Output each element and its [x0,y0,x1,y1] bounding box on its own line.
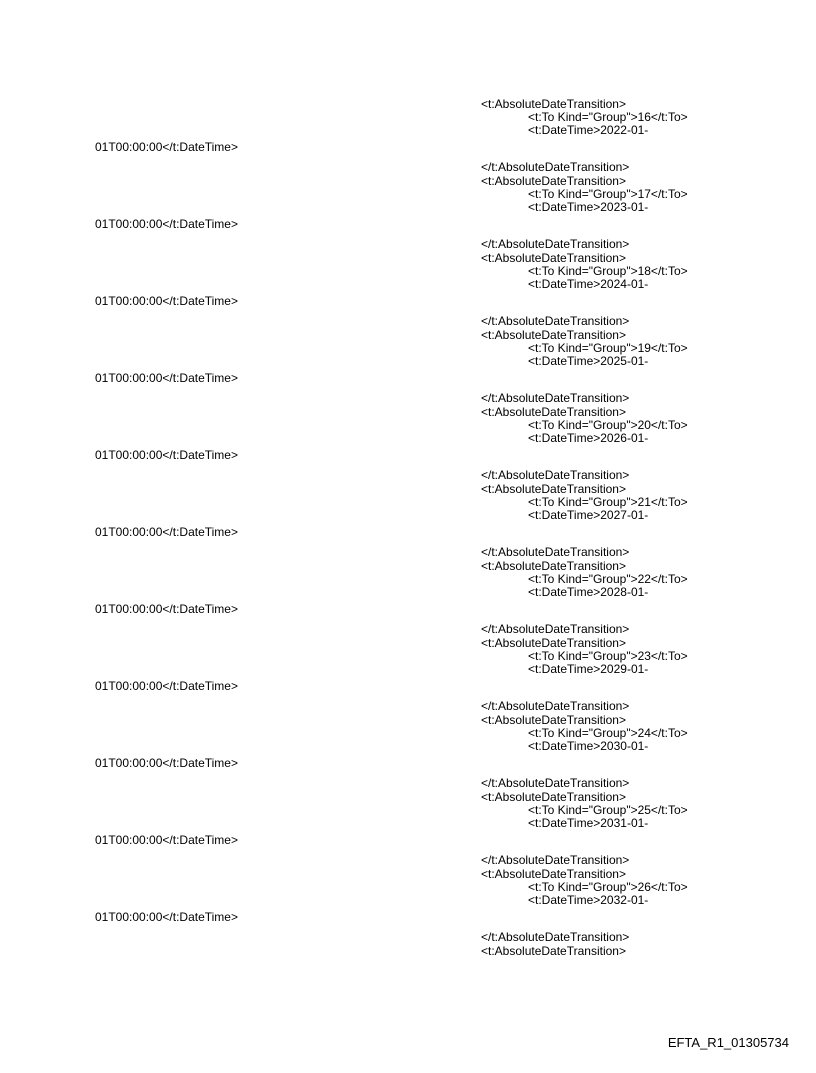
datetime-line: <t:DateTime>2031-01- [528,816,649,830]
datetime-line: <t:DateTime>2026-01- [528,431,649,445]
datetime-line: <t:DateTime>2022-01- [528,123,649,137]
datetime-continuation: 01T00:00:00</t:DateTime> [95,371,238,385]
close-tag: </t:AbsoluteDateTransition> [481,468,630,482]
close-tag: </t:AbsoluteDateTransition> [481,237,630,251]
datetime-line: <t:DateTime>2023-01- [528,200,649,214]
document-id: EFTA_R1_01305734 [667,1035,789,1050]
transition-block [0,405,816,482]
open-tag: <t:AbsoluteDateTransition> [481,174,626,188]
to-kind-line: <t:To Kind="Group">18</t:To> [528,264,688,278]
datetime-continuation: 01T00:00:00</t:DateTime> [95,217,238,231]
datetime-line: <t:DateTime>2032-01- [528,893,649,907]
to-kind-line: <t:To Kind="Group">20</t:To> [528,418,688,432]
open-tag: <t:AbsoluteDateTransition> [481,97,626,111]
datetime-line: <t:DateTime>2030-01- [528,739,649,753]
open-tag: <t:AbsoluteDateTransition> [481,636,626,650]
close-tag: </t:AbsoluteDateTransition> [481,391,630,405]
transition-block [0,328,816,405]
transition-block [0,174,816,251]
open-tag: <t:AbsoluteDateTransition> [481,559,626,573]
to-kind-line: <t:To Kind="Group">17</t:To> [528,187,688,201]
transition-block [0,559,816,636]
to-kind-line: <t:To Kind="Group">23</t:To> [528,649,688,663]
datetime-continuation: 01T00:00:00</t:DateTime> [95,448,238,462]
datetime-line: <t:DateTime>2029-01- [528,662,649,676]
transition-block [0,636,816,713]
datetime-continuation: 01T00:00:00</t:DateTime> [95,756,238,770]
datetime-continuation: 01T00:00:00</t:DateTime> [95,679,238,693]
transition-block [0,97,816,174]
datetime-continuation: 01T00:00:00</t:DateTime> [95,525,238,539]
datetime-line: <t:DateTime>2027-01- [528,508,649,522]
close-tag: </t:AbsoluteDateTransition> [481,699,630,713]
open-tag: <t:AbsoluteDateTransition> [481,867,626,881]
open-tag: <t:AbsoluteDateTransition> [481,251,626,265]
close-tag: </t:AbsoluteDateTransition> [481,776,630,790]
close-tag: </t:AbsoluteDateTransition> [481,160,630,174]
to-kind-line: <t:To Kind="Group">19</t:To> [528,341,688,355]
datetime-line: <t:DateTime>2024-01- [528,277,649,291]
close-tag: </t:AbsoluteDateTransition> [481,930,630,944]
datetime-continuation: 01T00:00:00</t:DateTime> [95,602,238,616]
transition-block [0,251,816,328]
to-kind-line: <t:To Kind="Group">24</t:To> [528,726,688,740]
to-kind-line: <t:To Kind="Group">21</t:To> [528,495,688,509]
datetime-continuation: 01T00:00:00</t:DateTime> [95,140,238,154]
open-tag: <t:AbsoluteDateTransition> [481,790,626,804]
open-tag: <t:AbsoluteDateTransition> [481,328,626,342]
close-tag: </t:AbsoluteDateTransition> [481,545,630,559]
open-tag: <t:AbsoluteDateTransition> [481,713,626,727]
close-tag: </t:AbsoluteDateTransition> [481,622,630,636]
datetime-line: <t:DateTime>2028-01- [528,585,649,599]
open-tag: <t:AbsoluteDateTransition> [481,482,626,496]
to-kind-line: <t:To Kind="Group">25</t:To> [528,803,688,817]
transition-block [0,867,816,944]
transition-block [0,713,816,790]
transition-block [0,482,816,559]
to-kind-line: <t:To Kind="Group">26</t:To> [528,880,688,894]
transition-block [0,790,816,867]
datetime-continuation: 01T00:00:00</t:DateTime> [95,833,238,847]
datetime-line: <t:DateTime>2025-01- [528,354,649,368]
open-tag: <t:AbsoluteDateTransition> [481,405,626,419]
to-kind-line: <t:To Kind="Group">22</t:To> [528,572,688,586]
datetime-continuation: 01T00:00:00</t:DateTime> [95,910,238,924]
open-tag: <t:AbsoluteDateTransition> [481,944,626,958]
close-tag: </t:AbsoluteDateTransition> [481,853,630,867]
datetime-continuation: 01T00:00:00</t:DateTime> [95,294,238,308]
to-kind-line: <t:To Kind="Group">16</t:To> [528,110,688,124]
close-tag: </t:AbsoluteDateTransition> [481,314,630,328]
